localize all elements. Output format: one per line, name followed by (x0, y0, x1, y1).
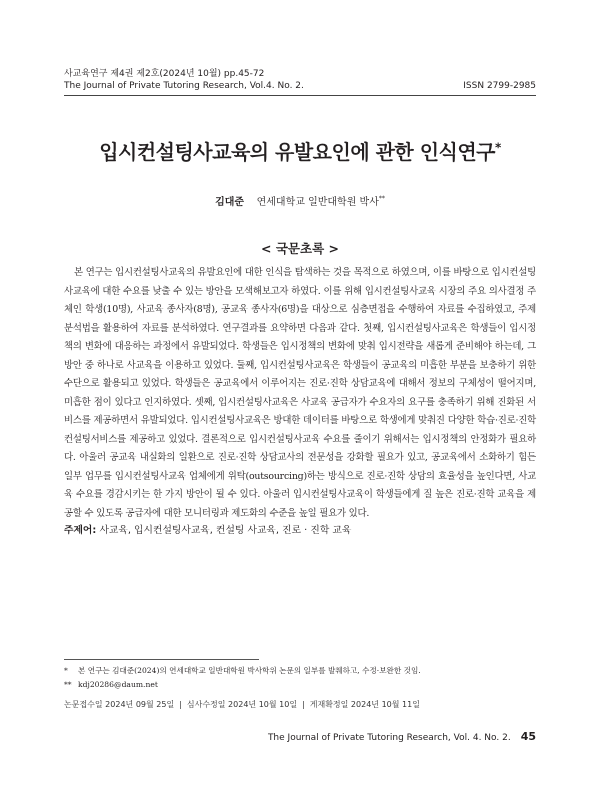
footnote-divider (64, 659, 259, 660)
footer-journal: The Journal of Private Tutoring Research, Vol. 4. No. 2. (267, 733, 511, 743)
issn: ISSN 2799-2985 (463, 81, 536, 91)
title-footnote-mark: * (495, 140, 501, 155)
footnote-1-mark: * (64, 666, 68, 675)
footnote-2-mark: ** (64, 680, 72, 689)
revised-date: 심사수정일 2024년 10월 10일 (186, 700, 298, 709)
header-divider (64, 95, 536, 96)
author-line (0, 193, 600, 208)
author-name: 김대준 (215, 197, 245, 208)
date-separator: | (179, 700, 182, 709)
journal-english-header: The Journal of Private Tutoring Research, Vol.4. No. 2. (64, 81, 304, 91)
received-date: 논문접수일 2024년 09월 25일 (64, 700, 175, 709)
accepted-date: 게재확정일 2024년 10월 11일 (309, 700, 420, 709)
keywords-label: 주제어: (64, 525, 97, 536)
author-footnote-mark: ** (378, 195, 385, 203)
author-affiliation (257, 197, 385, 208)
paper-title-text: 입시컨설팅사교육의 유발요인에 관한 인식연구 (99, 140, 495, 164)
journal-korean-header: 사교육연구 제4권 제2호(2024년 10월) pp.45-72 (64, 69, 265, 79)
page-footer (268, 730, 536, 743)
footnote-2-email: kdj20286@daum.net (78, 680, 158, 689)
abstract-body: 본 연구는 입시컨설팅사교육의 유발요인에 대한 인식을 탐색하는 것을 목적으로 하였으며, 이를 바탕으로 입시컨설팅 사교육에 대한 수요를 낮출 수 있는 방안을 모색해보고자 하였다. 이를 위해 입시컨설팅사교육 시장의 주요 의사결정 주체인 학생(10명), 사교육 종사자(8명), 공교육 종사자(6명)을 대상으로 심층면접을 수행하여 자료를 수집하였고, 주제분석법을 활용하여 자료를 분석하였다. 연구결과를 요약하면 다음과 같다. 첫째, 입시컨설팅사교육은 학생들이 입시정책의 변화에 대응하는 과정에서 유발되었다. 학생들은 입시정책의 변화에 맞춰 입시전략을 새롭게 준비해야 하는데, 그 방안 중 하나로 사교육을 이용하고 있었다. 둘째, 입시컨설팅사교육은 학생들이 공교육의 미흡한 부분을 보충하기 위한 수단으로 활용되고 있었다. 학생들은 공교육에서 이루어지는 진로·진학 상담교육에 대해서 정보의 구체성이 떨어지며, 미흡한 점이 있다고 인지하였다. 셋째, 입시컨설팅사교육은 사교육 공급자가 수요자의 요구를 충족하기 위해 진화된 서비스를 제공하면서 유발되었다. 입시컨설팅사교육은 방대한 데이터를 바탕으로 학생에게 맞춰진 다양한 학습·진로·진학 컨설팅서비스를 제공하고 있었다. 결론적으로 입시컨설팅사교육 수요를 줄이기 위해서는 입시정책의 안정화가 필요하다. 아울러 공교육 내실화의 일환으로 진로·진학 상담교사의 전문성을 강화할 필요가 있고, 공교육에서 소화하기 힘든 일부 업무를 입시컨설팅사교육 업체에게 위탁(outsourcing)하는 방식으로 진로·진학 상담의 효율성을 높인다면, 사교육 수요를 경감시키는 한 가지 방안이 될 수 있다. 아울러 입시컨설팅사교육이 학생들에게 질 높은 진로·진학 교육을 제공할 수 있도록 공급자에 대한 모니터링과 제도화의 수준을 높일 필요가 있다. (64, 267, 536, 519)
date-separator: | (302, 700, 305, 709)
page-number: 45 (520, 730, 536, 743)
abstract-heading: < 국문초록 > (261, 241, 339, 256)
footnote-2 (64, 680, 158, 689)
footnote-1 (64, 665, 421, 676)
paper-title (0, 136, 600, 165)
submission-dates (64, 699, 420, 710)
keywords-value: 사교육, 입시컨설팅사교육, 컨설팅 사교육, 진로 · 진학 교육 (99, 525, 352, 536)
affiliation-text: 연세대학교 일반대학원 박사 (256, 197, 379, 208)
footnote-1-text: 본 연구는 김대준(2024)의 연세대학교 일반대학원 박사학위 논문의 일부를 발췌하고, 수정·보완한 것임. (78, 666, 421, 675)
keywords (64, 522, 351, 536)
